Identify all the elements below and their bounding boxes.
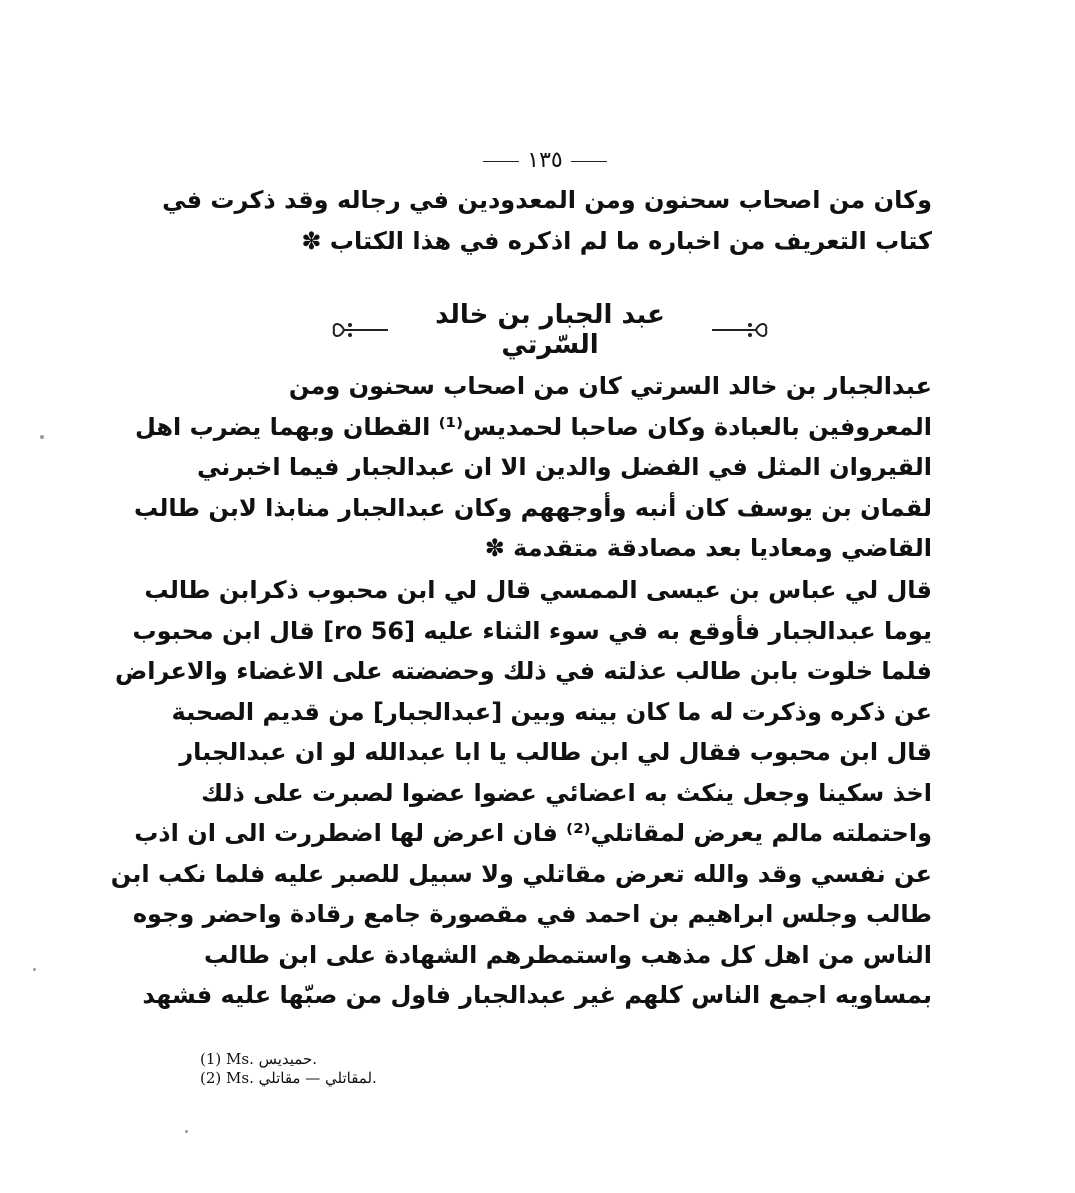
text-line: الناس من اهل كل مذهب واستمطرهم الشهادة على ابن طالب [203,940,932,969]
text-line: واحتملته مالم يعرض لمقاتلي⁽²⁾ فان اعرض لها اضطررت الى ان اذب [134,819,932,847]
paragraph-1 [133,366,932,569]
footnote: (2) Ms. لمقاتلي — مقاتلي. [200,1069,377,1087]
text-line: كتاب التعريف من اخباره ما لم اذكره في هذا الكتاب ✽ [301,226,932,255]
footnote: (1) Ms. حميديس. [200,1050,318,1068]
footnotes [200,1050,520,1088]
text-line: قال لي عباس بن عيسى الممسي قال لي ابن محبوب ذكرابن طالب [144,576,932,604]
page-number-dash-right [571,161,607,162]
text-line: قال ابن محبوب فقال لي ابن طالب يا ابا عبدالله لو ان عبدالجبار [179,738,932,766]
page-number-dash-left [483,161,519,162]
text-line: وكان من اصحاب سحنون ومن المعدودين في رجاله وقد ذكرت في [162,186,932,214]
page-number [470,148,620,173]
scan-speck [40,435,44,439]
section-heading [330,300,770,360]
text-line: فلما خلوت بابن طالب عذلته في ذلك وحضضته على الاغضاء والاعراض [115,657,932,685]
scan-speck [185,1130,188,1133]
text-line: المعروفين بالعبادة وكان صاحبا لحمديس⁽¹⁾ القطان وبهما يضرب اهل [134,412,932,441]
paragraph-2 [110,570,932,1016]
text-line: طالب وجلس ابراهيم بن احمد في مقصورة جامع رقادة واحضر وجوه [132,900,932,928]
scan-speck [33,968,36,971]
text-line: عبدالجبار بن خالد السرتي كان من اصحاب سحنون ومن [288,372,932,400]
text-line: القيروان المثل في الفضل والدين الا ان عبدالجبار فيما اخبرني [197,453,932,481]
text-line: القاضي ومعاديا بعد مصادقة متقدمة ✽ [484,534,932,562]
ornament-icon [710,317,770,343]
text-line: عن ذكره وذكرت له ما كان بينه وبين [عبدالجبار] من قديم الصحبة [171,697,932,726]
page-number-text: ١٣٥ [527,148,563,173]
text-line: بمساويه اجمع الناس كلهم غير عبدالجبار فاول من صبّها عليه فشهد [142,981,932,1009]
ornament-icon [330,317,390,343]
section-heading-text: عبد الجبار بن خالد السّرتي [435,300,665,360]
text-line: اخذ سكينا وجعل ينكث به اعضائي عضوا عضوا لصبرت على ذلك [201,778,932,807]
text-line: لقمان بن يوسف كان أنبه وأوجههم وكان عبدالجبار منابذا لابن طالب [133,493,932,522]
text-line: يوما عبدالجبار فأوقع به في سوء الثناء عليه [56 ro] قال ابن محبوب [132,616,932,645]
top-paragraph [162,180,932,261]
text-line: عن نفسي وقد والله تعرض مقاتلي ولا سبيل للصبر عليه فلما نكب ابن [110,859,932,888]
